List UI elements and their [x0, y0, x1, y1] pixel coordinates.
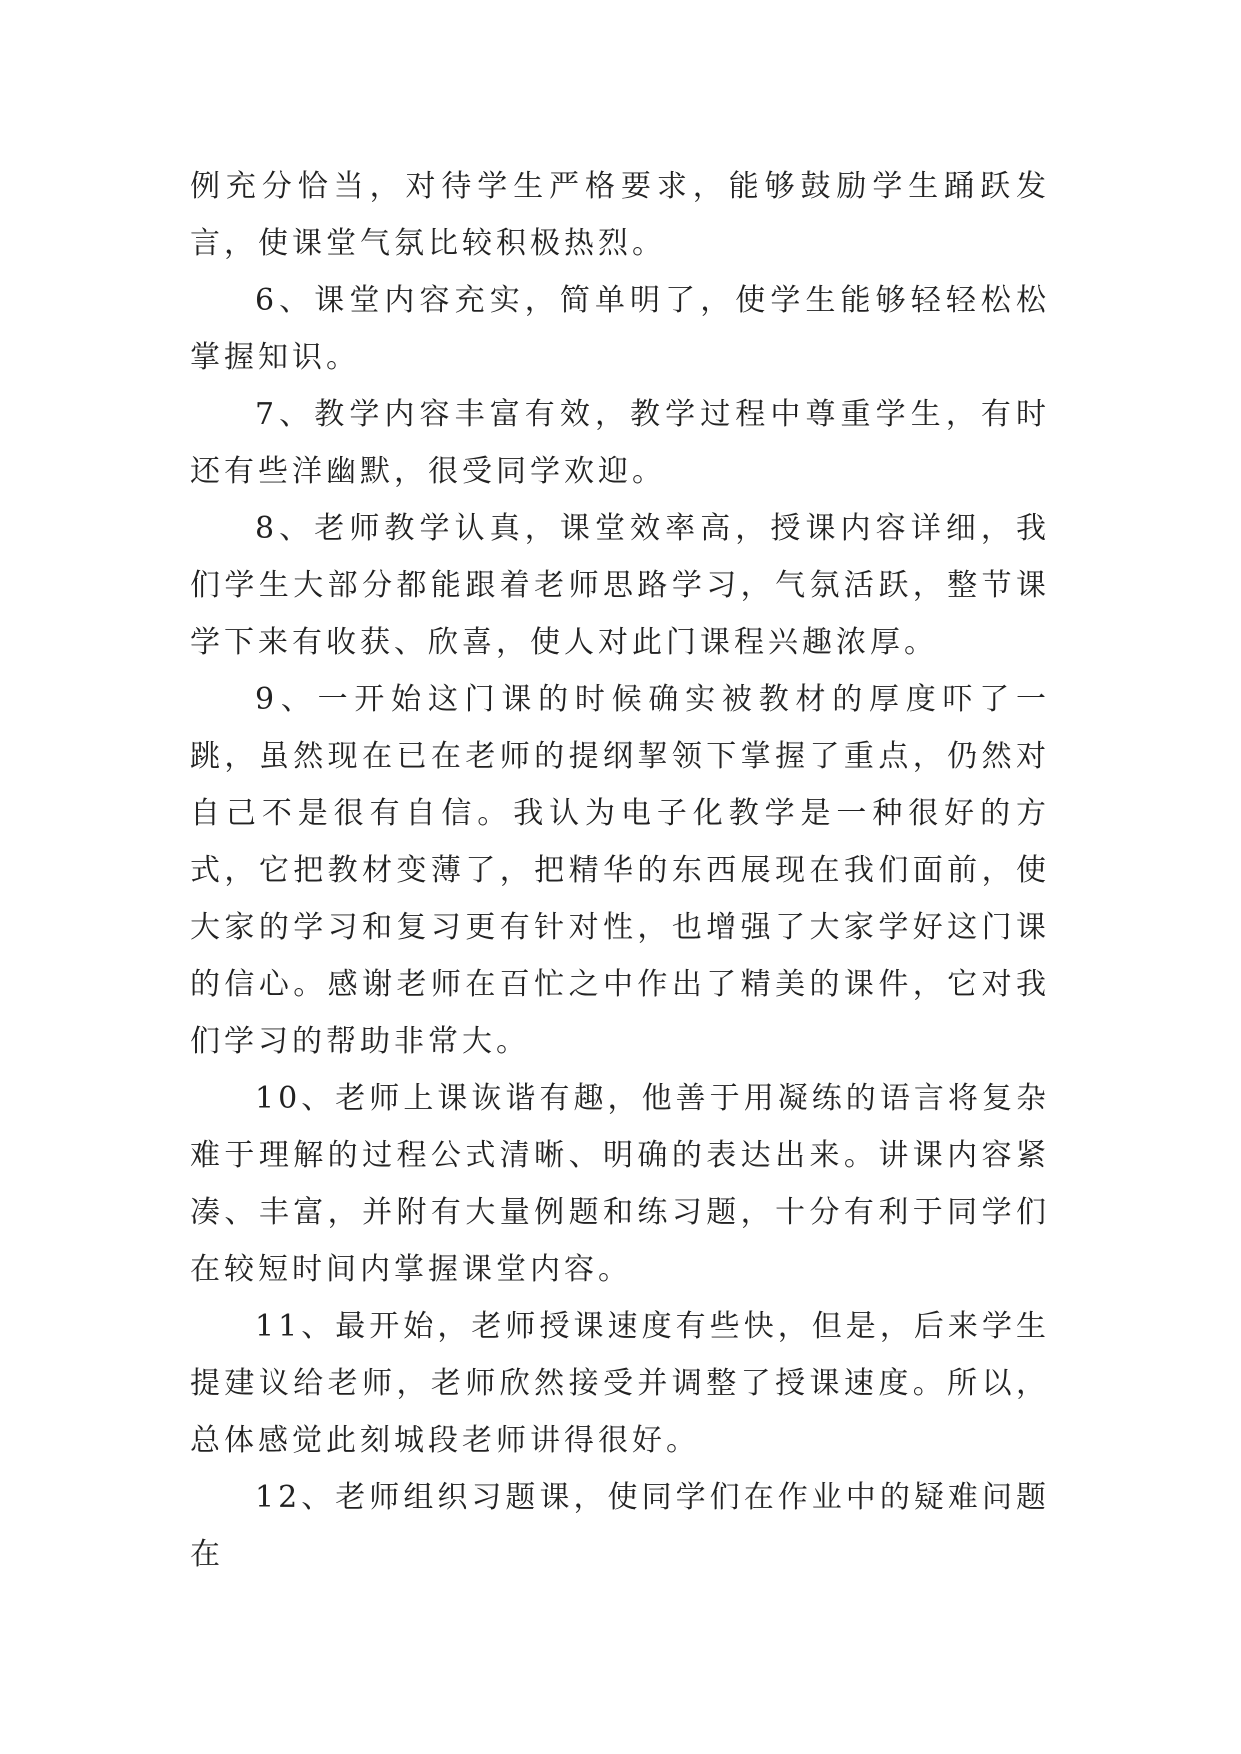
paragraph-item-12: 12、老师组织习题课，使同学们在作业中的疑难问题在 [190, 1480, 1050, 1572]
paragraph-continuation: 例充分恰当，对待学生严格要求，能够鼓励学生踊跃发言，使课堂气氛比较积极热烈。 [190, 169, 1050, 261]
paragraph-item-7: 7、教学内容丰富有效，教学过程中尊重学生，有时还有些洋幽默，很受同学欢迎。 [190, 397, 1050, 489]
paragraph-item-11: 11、最开始，老师授课速度有些快，但是，后来学生提建议给老师，老师欣然接受并调整了授课速度。所以，总体感觉此刻城段老师讲得很好。 [190, 1309, 1050, 1458]
paragraph-item-9: 9、一开始这门课的时候确实被教材的厚度吓了一跳，虽然现在已在老师的提纲挈领下掌握了重点，仍然对自己不是很有自信。我认为电子化教学是一种很好的方式，它把教材变薄了，把精华的东西展现在我们面前，使大家的学习和复习更有针对性，也增强了大家学好这门课的信心。感谢老师在百忙之中作出了精美的课件，它对我们学习的帮助非常大。 [190, 682, 1050, 1059]
paragraph-item-10: 10、老师上课诙谐有趣，他善于用凝练的语言将复杂难于理解的过程公式清晰、明确的表达出来。讲课内容紧凑、丰富，并附有大量例题和练习题，十分有利于同学们在较短时间内掌握课堂内容。 [190, 1081, 1050, 1287]
paragraph-item-6: 6、课堂内容充实，简单明了，使学生能够轻轻松松掌握知识。 [190, 283, 1050, 375]
paragraph-item-8: 8、老师教学认真，课堂效率高，授课内容详细，我们学生大部分都能跟着老师思路学习，气氛活跃，整节课学下来有收获、欣喜，使人对此门课程兴趣浓厚。 [190, 511, 1050, 660]
document-body [190, 158, 1050, 1583]
